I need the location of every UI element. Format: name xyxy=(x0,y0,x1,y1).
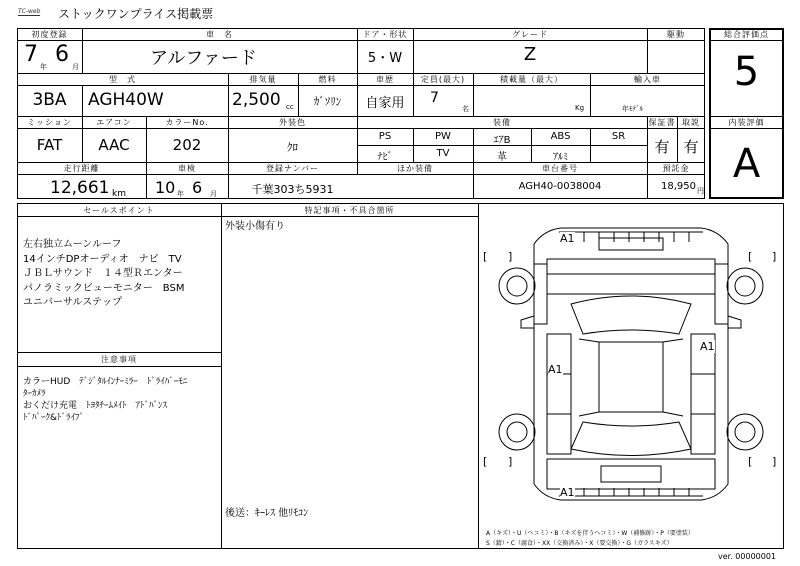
bracket-left-top-close: ] xyxy=(508,250,513,263)
label-reg-number: 登録ナンバー xyxy=(265,164,320,173)
label-aircon: エアコン xyxy=(96,118,132,127)
bracket-right-top-close: ] xyxy=(772,250,777,263)
interior-score: A xyxy=(732,141,761,187)
after-delivery-text: 後送：ｷｰﾚｽ 他ﾘﾓｺﾝ xyxy=(225,508,309,519)
label-exterior-color: 外装色 xyxy=(279,118,306,127)
model: AGH40W xyxy=(88,90,164,110)
unit-month: 月 xyxy=(72,63,79,71)
inspection-month: 6 xyxy=(192,178,203,197)
door-shape: 5・W xyxy=(367,51,403,66)
label-door-shape: ドア・形状 xyxy=(362,30,408,39)
unit-persons: 名 xyxy=(462,105,469,113)
unit-year: 年 xyxy=(40,63,47,71)
label-special-notes: 特記事項・不具合箇所 xyxy=(304,206,395,215)
damage-mark-rear: A1 xyxy=(560,486,575,499)
overall-score: 5 xyxy=(733,49,760,95)
damage-mark-right-door: A1 xyxy=(700,340,715,353)
page-title: ストックワンプライス掲載票 xyxy=(58,7,214,21)
unit-kg: Kg xyxy=(575,104,585,112)
model-prefix: 3BA xyxy=(32,90,67,110)
legend-line-1: A（キズ）・U（ヘコミ）・B（キズを伴うヘコミ）・W（補修跡）・P（要塗装） xyxy=(486,530,694,537)
label-interior-score: 内装評価 xyxy=(728,118,765,127)
label-other-equipment: ほか装備 xyxy=(397,164,433,173)
version: ver. 00000001 xyxy=(718,552,777,561)
label-drive: 駆動 xyxy=(667,30,685,39)
unit-cc: cc xyxy=(286,103,294,111)
equip-tv: TV xyxy=(436,148,450,159)
sales-points-text: 左右独立ムーンルーフ 14インチDPオーディオ ナビ TV ＪＢＬサウンド １４型Ｒエンター パノラミックビューモニター BSM ユニバーサルステップ xyxy=(23,239,185,308)
unit-yen: 円 xyxy=(697,187,704,195)
bracket-right-top: [ xyxy=(748,250,753,263)
logo: TC-web xyxy=(18,8,41,15)
label-warranty: 保証書 xyxy=(648,118,676,127)
unit-model-year: 年ﾓﾃﾞﾙ xyxy=(622,105,643,113)
legend-line-2: S（錆）・C（腐食）・XX（交換済み）・X（要交換）・G（ガラスキズ） xyxy=(486,540,673,547)
price: 18,950 xyxy=(661,181,696,192)
bracket-left-top: [ xyxy=(483,250,488,263)
fuel: ｶﾞｿﾘﾝ xyxy=(313,95,342,108)
damage-mark-left-door: A1 xyxy=(548,363,563,376)
label-import: 輸入車 xyxy=(634,75,661,84)
equip-ps: PS xyxy=(378,131,392,142)
bracket-left-bottom: [ xyxy=(483,455,488,468)
first-reg-year: 7 xyxy=(24,42,38,67)
car-damage-diagram xyxy=(479,204,783,526)
label-mileage: 走行距離 xyxy=(63,164,100,173)
label-car-history: 車歴 xyxy=(376,75,394,84)
unit-insp-month: 月 xyxy=(210,190,217,198)
label-car-name: 車 名 xyxy=(206,30,233,39)
car-name: アルファード xyxy=(150,48,257,69)
special-notes-text: 外装小傷有り xyxy=(225,221,285,232)
label-displacement: 排気量 xyxy=(249,75,277,84)
label-fuel: 燃料 xyxy=(318,75,337,84)
mileage: 12,661 xyxy=(50,178,110,198)
first-reg-month: 6 xyxy=(55,42,69,67)
equip-pw: PW xyxy=(435,131,451,142)
label-overall-score: 総合評価点 xyxy=(724,30,769,39)
chassis-no: AGH40-0038004 xyxy=(518,181,602,192)
car-history: 自家用 xyxy=(365,96,405,111)
damage-mark-front: A1 xyxy=(560,232,575,245)
equip-airbag: ｴｱB xyxy=(493,135,511,146)
label-grade: グレード xyxy=(512,30,548,39)
label-sales-points: セールスポイント xyxy=(83,206,155,215)
manual: 有 xyxy=(683,138,699,156)
capacity: 7 xyxy=(430,90,439,106)
bracket-right-bottom: [ xyxy=(748,455,753,468)
color-no: 202 xyxy=(172,136,202,154)
warranty: 有 xyxy=(654,138,670,156)
label-chassis-no: 車台番号 xyxy=(542,164,578,173)
cautions-text: カラーHUD ﾃﾞｼﾞﾀﾙｲﾝﾅｰﾐﾗｰ ﾄﾞﾗｲﾊﾞｰﾓﾆ ﾀｰｶﾒﾗ おくだけ充電 ﾄﾖﾀﾁｰﾑﾒｲﾄ ｱﾄﾞﾊﾞﾝｽ ﾄﾞﾊﾟｰｸ&ﾄﾞﾗｲﾌﾞ xyxy=(23,377,188,423)
unit-km: km xyxy=(112,189,126,199)
bracket-right-bottom-close: ] xyxy=(772,455,777,468)
label-color-no: カラーNo. xyxy=(165,118,209,127)
label-cautions: 注意事項 xyxy=(101,355,137,364)
aircon: AAC xyxy=(98,136,130,154)
equip-sr: SR xyxy=(611,131,626,142)
mission: FAT xyxy=(36,136,63,154)
unit-insp-year: 年 xyxy=(177,190,184,198)
label-model: 型 式 xyxy=(109,75,136,84)
grade: Z xyxy=(523,44,537,65)
label-mission: ミッション xyxy=(27,118,72,127)
equip-leather: 革 xyxy=(497,152,507,163)
label-price: 預託金 xyxy=(662,164,690,173)
displacement: 2,500 xyxy=(232,90,281,110)
bracket-left-bottom-close: ] xyxy=(508,455,513,468)
label-load: 積載量（最大） xyxy=(500,75,563,84)
label-manual: 取説 xyxy=(682,118,700,127)
label-capacity: 定員(最大) xyxy=(420,75,466,84)
equip-abs: ABS xyxy=(550,131,571,142)
exterior-color: ｸﾛ xyxy=(287,141,298,154)
equip-navi: ﾅﾋﾞ xyxy=(377,152,393,163)
label-equipment: 装備 xyxy=(493,118,511,127)
equip-alloy: ｱﾙﾐ xyxy=(553,152,568,163)
reg-number: 千葉303ち5931 xyxy=(251,183,334,196)
label-inspection: 車検 xyxy=(178,164,196,173)
label-first-reg: 初度登録 xyxy=(31,30,68,39)
inspection-year: 10 xyxy=(155,178,176,197)
